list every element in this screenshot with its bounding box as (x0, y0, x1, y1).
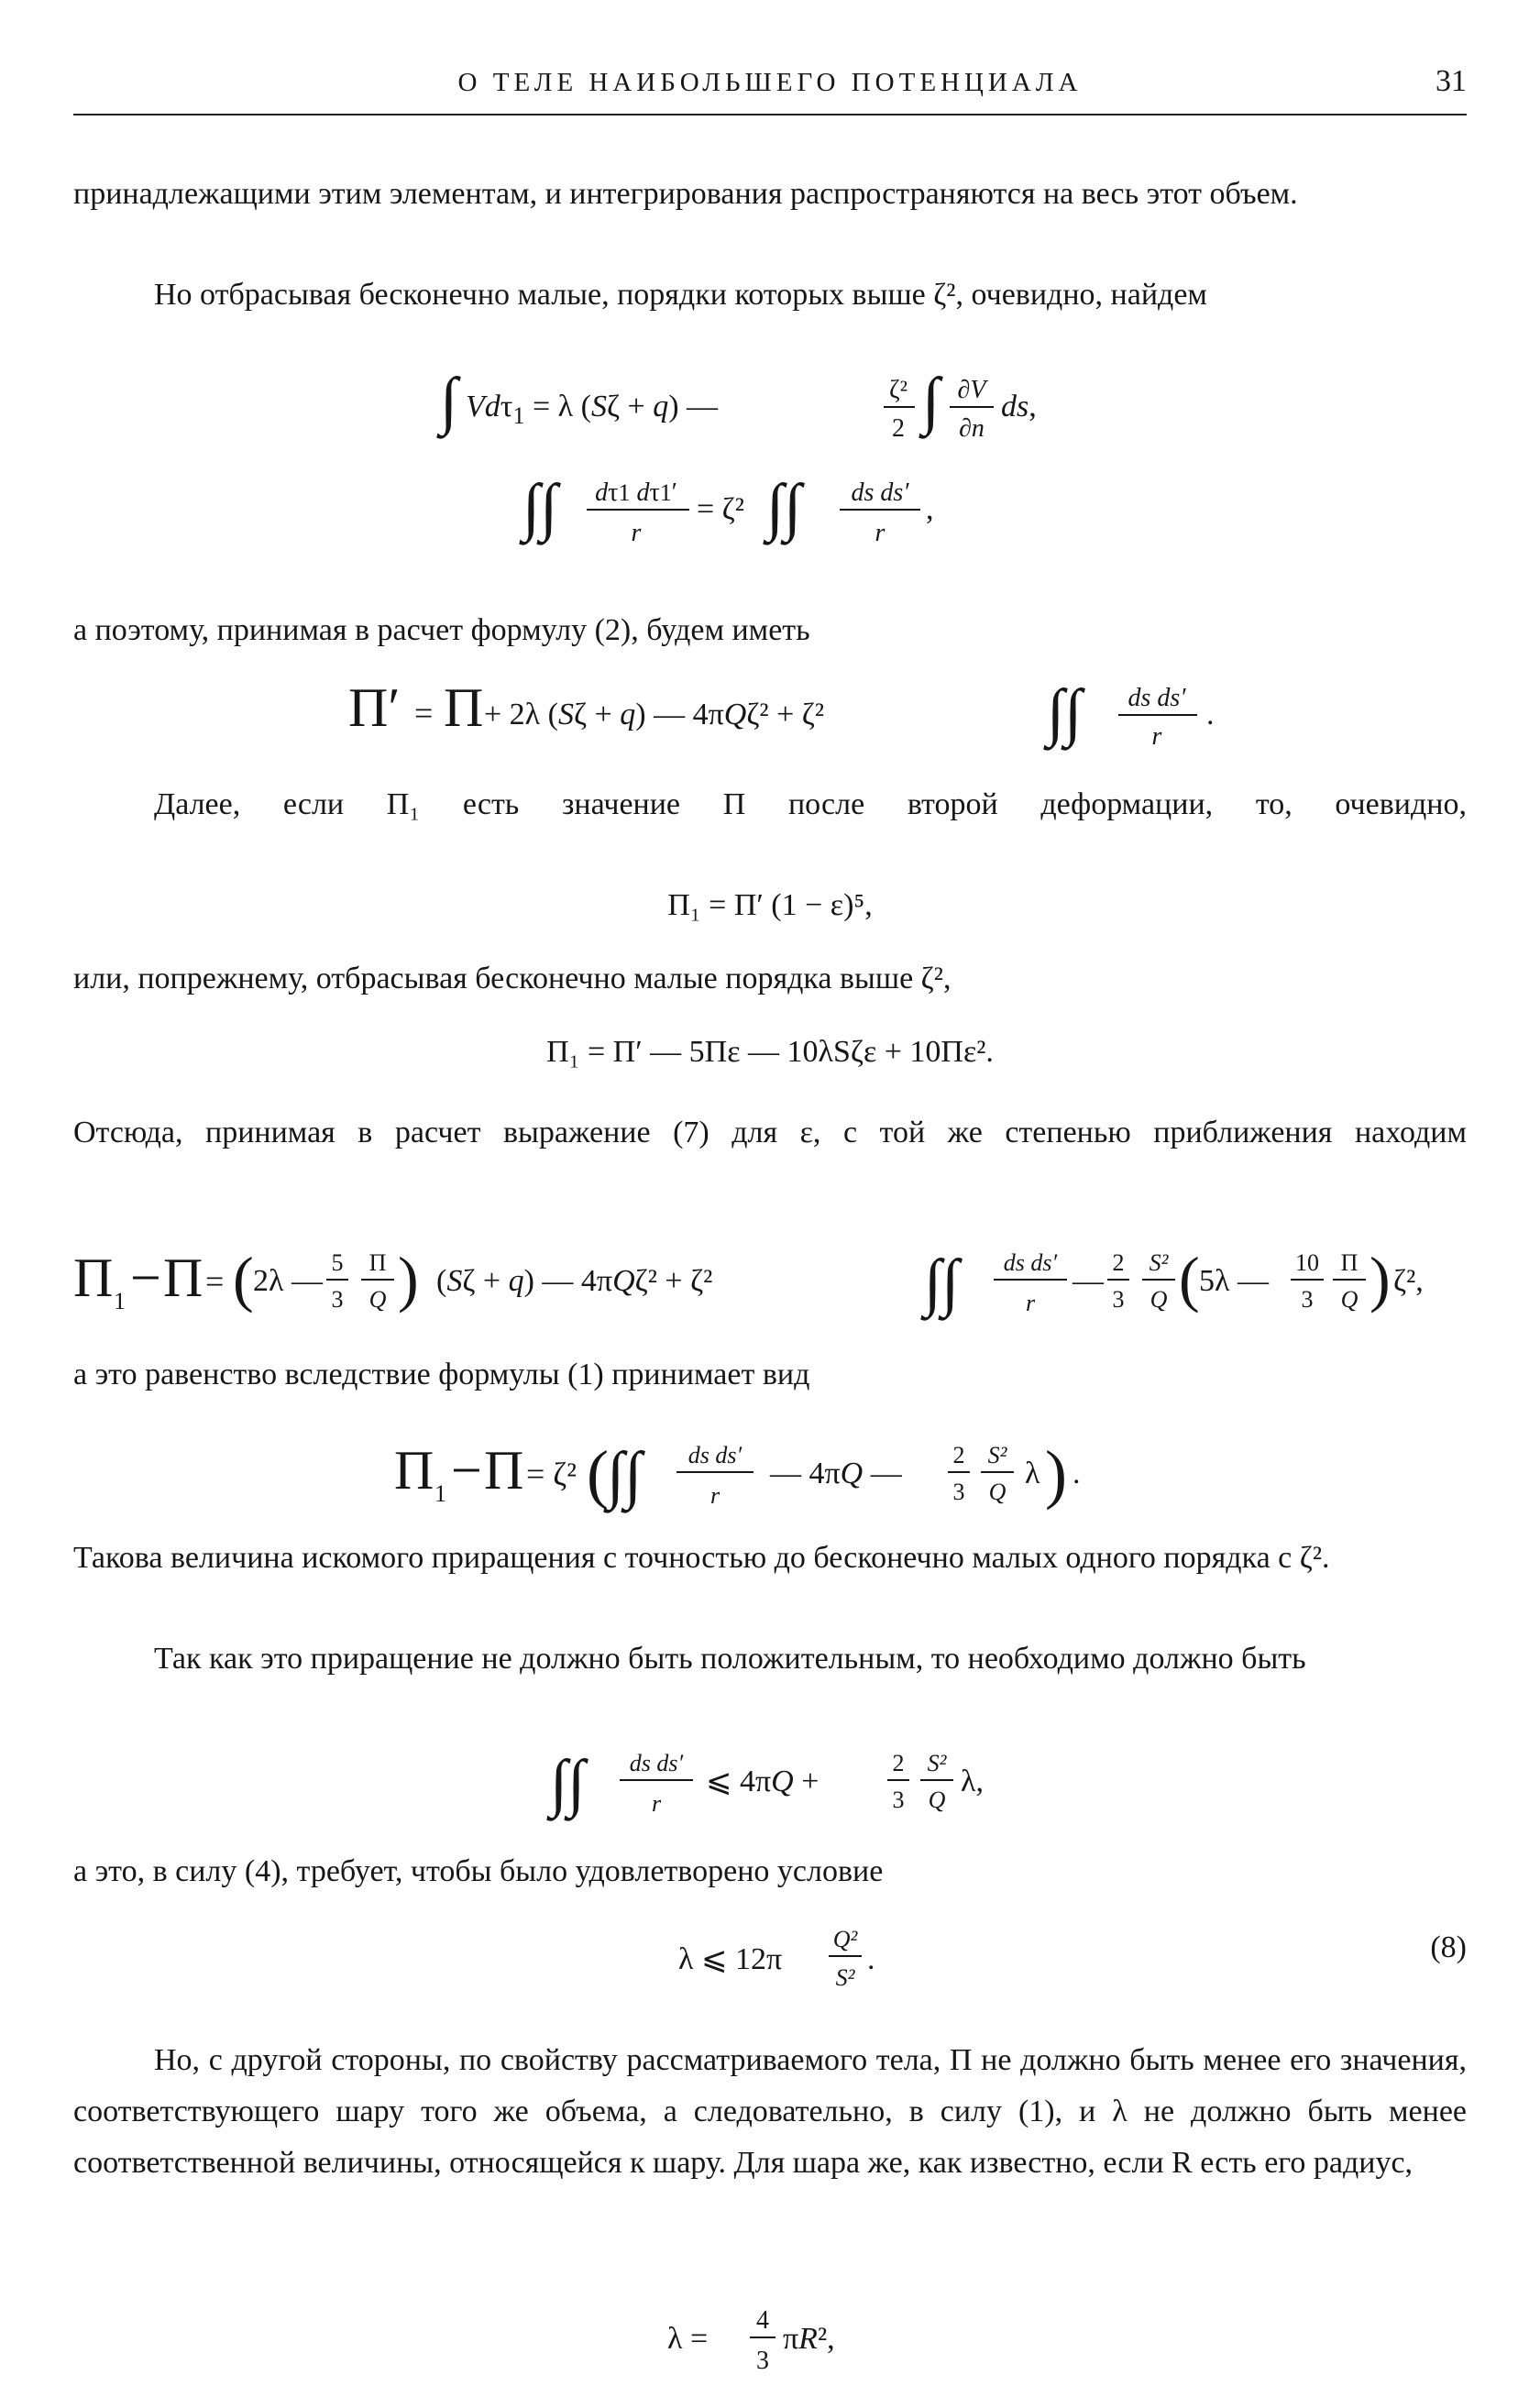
svg-text:.: . (1072, 1457, 1081, 1490)
svg-text:5λ —: 5λ — (1199, 1264, 1269, 1298)
equation-pi-prime (73, 669, 1467, 752)
equation-pi1-expanded-text: П₁ = П′ — 5Пε — 10λSζε + 10Пε². (546, 1035, 994, 1069)
svg-text:2λ —: 2λ — (253, 1264, 323, 1298)
equation-double-integral-render (73, 467, 1467, 550)
svg-text:∫: ∫ (922, 366, 940, 436)
svg-text:2: 2 (1112, 1249, 1125, 1276)
equation-difference-full-render (73, 1234, 1467, 1325)
svg-text:S²: S² (1149, 1249, 1169, 1276)
paragraph-11-text: Но, с другой стороны, по свойству рассматриваемого тела, П не должно быть менее его значения, соответствующего шару того же объема, а следовательно, в силу (1), и λ не должно быть менее соответственной величины, относящейся к шару. Для шара же, как известно, если R есть его радиус, (73, 2043, 1467, 2180)
running-title: О ТЕЛЕ НАИБОЛЬШЕГО ПОТЕНЦИАЛА (457, 68, 1083, 97)
equation-double-integral (73, 467, 1467, 550)
svg-text:ds ds′: ds ds′ (1003, 1249, 1058, 1276)
page-number: 31 (1436, 64, 1467, 98)
paragraph-4 (73, 779, 1467, 830)
svg-text:10: 10 (1295, 1249, 1319, 1276)
equation-difference-short (73, 1426, 1467, 1518)
svg-text:.: . (867, 1942, 875, 1976)
svg-text:4: 4 (756, 2306, 769, 2335)
svg-text:=: = (205, 1263, 225, 1300)
svg-text:(: ( (1179, 1244, 1200, 1314)
paragraph-11 (73, 2035, 1467, 2189)
svg-text:r: r (651, 1790, 662, 1817)
svg-text:r: r (874, 519, 886, 547)
svg-text:∫∫: ∫∫ (607, 1440, 643, 1511)
svg-text:П: П (368, 1249, 387, 1276)
svg-text:=: = (414, 695, 434, 731)
svg-text:ds ds′: ds ds′ (688, 1442, 742, 1468)
svg-text:λ =: λ = (667, 2322, 709, 2356)
svg-text:Q: Q (988, 1479, 1006, 1505)
paragraph-10: а это, в силу (4), требует, чтобы было удовлетворено условие (73, 1854, 884, 1888)
equation-pi1-power (73, 874, 1467, 933)
svg-text:r: r (1151, 722, 1162, 751)
svg-text:= ζ²: = ζ² (697, 492, 744, 526)
svg-text:r: r (710, 1482, 720, 1509)
equation-sphere (73, 2292, 1467, 2383)
svg-text:.: . (1206, 698, 1215, 731)
equation-sphere-render (73, 2292, 1467, 2383)
paragraph-1: принадлежащими этим элементам, и интегрирования распространяются на весь этот объем. (73, 177, 1298, 211)
svg-text:∫∫: ∫∫ (522, 472, 558, 543)
svg-text:πR²,: πR², (783, 2322, 835, 2356)
svg-text:∂n: ∂n (959, 414, 984, 443)
svg-text:Π: Π (484, 1440, 524, 1501)
paragraph-6-text: Отсюда, принимая в расчет выражение (7) для ε, с той же степенью приближения находим (73, 1116, 1467, 1149)
paragraph-2-text: Но отбрасывая бесконечно малые, порядки которых выше ζ², очевидно, найдем (154, 278, 1207, 312)
svg-text:λ ⩽ 12π: λ ⩽ 12π (678, 1942, 783, 1976)
equation-pi1-expanded (73, 1021, 1467, 1080)
svg-text:): ) (1045, 1437, 1067, 1511)
svg-text:3: 3 (1112, 1286, 1125, 1313)
equation-8-render (73, 1912, 1467, 1995)
equation-inequality (73, 1738, 1467, 1826)
svg-text:r: r (631, 519, 642, 547)
svg-text:ds ds′: ds ds′ (1128, 684, 1186, 712)
svg-text:Vdτ1 = λ (Sζ + q) —: Vdτ$_1$ = λ (Sζ + q) — (466, 390, 719, 429)
svg-text:2: 2 (892, 414, 905, 443)
svg-text:Π: Π (73, 1248, 114, 1308)
svg-text:3: 3 (756, 2347, 769, 2375)
svg-text:1: 1 (434, 1480, 446, 1507)
equation-pi1-power-text: П₁ = П′ (1 − ε)⁵, (667, 888, 873, 922)
svg-text:−: − (130, 1248, 161, 1308)
svg-text:= ζ²: = ζ² (526, 1456, 578, 1492)
svg-text:Π: Π (394, 1440, 434, 1501)
svg-text:3: 3 (331, 1286, 344, 1313)
svg-text:∫∫: ∫∫ (1047, 677, 1083, 748)
svg-text:2: 2 (892, 1750, 905, 1776)
svg-text:3: 3 (1301, 1286, 1314, 1313)
svg-text:Q: Q (368, 1286, 387, 1313)
svg-text:⩽ 4πQ +: ⩽ 4πQ + (706, 1765, 820, 1798)
paragraph-6 (73, 1107, 1467, 1159)
svg-text:(Sζ + q) — 4πQζ² + ζ²: (Sζ + q) — 4πQζ² + ζ² (436, 1264, 713, 1298)
equation-difference-full (73, 1234, 1467, 1325)
svg-text:3: 3 (892, 1787, 905, 1813)
svg-text:1: 1 (114, 1288, 126, 1314)
svg-text:,: , (926, 492, 934, 526)
svg-text:— 4πQ —: — 4πQ — (770, 1457, 902, 1490)
paragraph-2 (73, 269, 1467, 321)
svg-text:П: П (1340, 1249, 1358, 1276)
paragraph-8: Такова величина искомого приращения с точностью до бесконечно малых одного порядка с ζ². (73, 1541, 1330, 1575)
svg-text:3: 3 (952, 1479, 965, 1505)
svg-text:): ) (1370, 1244, 1391, 1314)
svg-text:Π′: Π′ (348, 677, 401, 738)
svg-text:S²: S² (927, 1750, 947, 1776)
svg-text:r: r (1025, 1290, 1036, 1316)
svg-text:Q: Q (1340, 1286, 1358, 1313)
paragraph-9-text: Так как это приращение не должно быть положительным, то необходимо должно быть (154, 1642, 1306, 1676)
paragraph-9 (73, 1633, 1467, 1685)
svg-text:2: 2 (952, 1442, 965, 1468)
page-header (73, 62, 1467, 115)
svg-text:∫∫: ∫∫ (550, 1748, 586, 1819)
svg-text:∫∫: ∫∫ (924, 1248, 960, 1318)
equation-inequality-render (73, 1738, 1467, 1826)
svg-text:Q: Q (928, 1787, 946, 1813)
equation-volume-integral (73, 367, 1467, 449)
equation-pi1-power-render (73, 874, 1467, 933)
svg-text:(: ( (587, 1437, 609, 1511)
svg-text:λ,: λ, (961, 1765, 984, 1798)
svg-text:5: 5 (331, 1249, 344, 1276)
svg-text:Π: Π (163, 1248, 204, 1308)
svg-text:ζ²: ζ² (889, 376, 908, 404)
svg-text:ζ²,: ζ², (1393, 1264, 1424, 1298)
svg-text:—: — (1072, 1264, 1104, 1298)
equation-8 (73, 1912, 1467, 1995)
svg-text:∫∫: ∫∫ (766, 472, 802, 543)
paragraph-7: а это равенство вследствие формулы (1) принимает вид (73, 1358, 810, 1391)
paragraph-5: или, попрежнему, отбрасывая бесконечно малые порядка выше ζ², (73, 962, 952, 995)
svg-text:): ) (398, 1244, 419, 1314)
svg-text:−: − (451, 1440, 482, 1501)
svg-text:S²: S² (835, 1964, 855, 1991)
paragraph-4-text: Далее, если П₁ есть значение П после второй деформации, то, очевидно, (154, 787, 1467, 821)
svg-text:∫: ∫ (440, 366, 458, 436)
svg-text:(: ( (233, 1244, 254, 1314)
svg-text:+ 2λ (Sζ + q) — 4πQζ² + ζ²: + 2λ (Sζ + q) — 4πQζ² + ζ² (484, 698, 825, 731)
paragraph-3: а поэтому, принимая в расчет формулу (2), будем иметь (73, 613, 810, 647)
svg-text:Π: Π (444, 677, 484, 738)
svg-text:Q: Q (1150, 1286, 1168, 1313)
svg-text:∂V: ∂V (957, 376, 986, 404)
svg-text:ds ds′: ds ds′ (851, 478, 909, 507)
equation-volume-integral-render (73, 367, 1467, 449)
svg-text:Q²: Q² (832, 1926, 858, 1952)
equation-pi-prime-render (73, 669, 1467, 752)
equation-difference-short-render (73, 1426, 1467, 1518)
svg-text:ds,: ds, (1001, 390, 1037, 423)
svg-text:dτ1 dτ1′: dτ1 dτ1′ (595, 478, 677, 507)
svg-text:S²: S² (987, 1442, 1007, 1468)
equation-8-number: (8) (1430, 1930, 1467, 1964)
svg-text:λ: λ (1025, 1457, 1040, 1490)
equation-pi1-expanded-render (73, 1021, 1467, 1080)
svg-text:ds ds′: ds ds′ (629, 1750, 684, 1776)
